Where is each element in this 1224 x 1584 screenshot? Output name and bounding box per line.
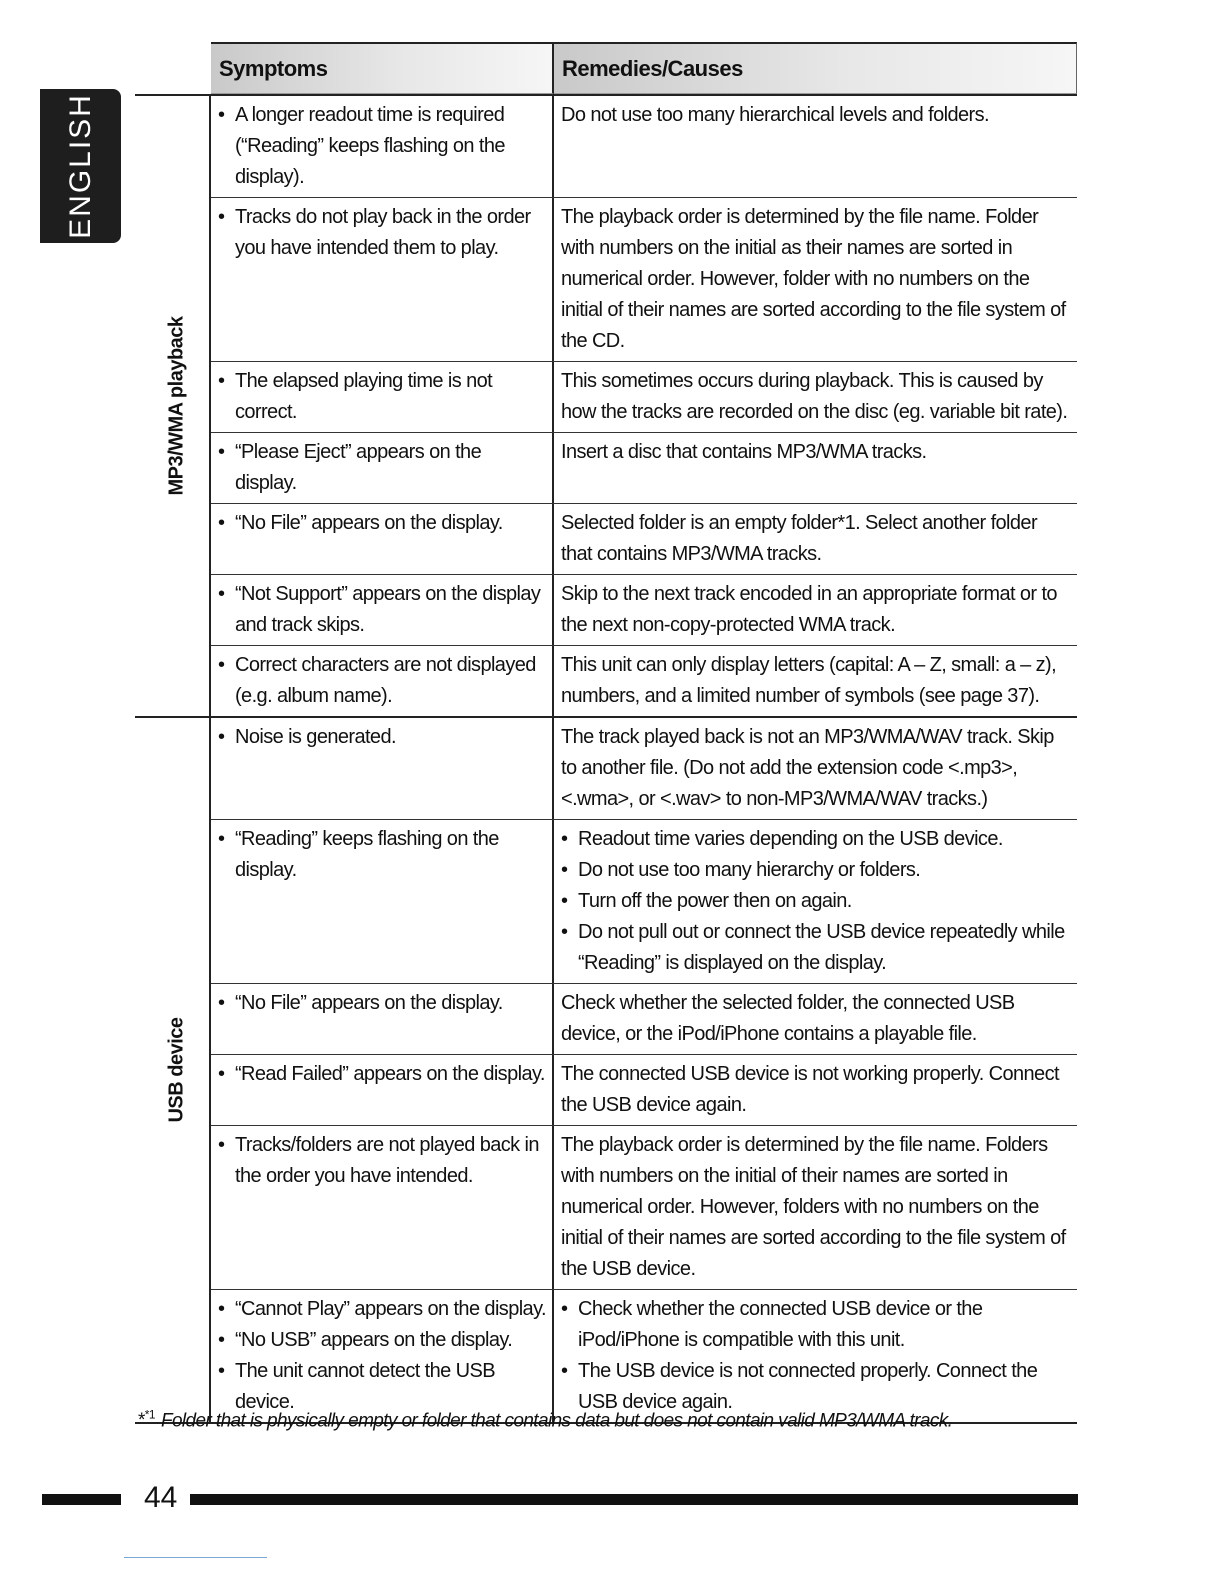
- table-row: [211, 645, 1077, 716]
- section: [135, 716, 1077, 1424]
- section-label: MP3/WMA playback: [165, 316, 188, 496]
- symptom-item: • “No File” appears on the display.: [218, 508, 546, 539]
- remedy-cell: [554, 820, 1077, 983]
- remedy-item: • Check whether the connected USB device or the iPod/iPhone is compatible with this unit.: [561, 1294, 1071, 1356]
- section-side: [135, 718, 211, 1422]
- remedy-text: Check whether the selected folder, the connected USB device, or the iPod/iPhone contains a playable file.: [561, 992, 1015, 1045]
- remedy-cell: [554, 646, 1077, 716]
- troubleshooting-table: [135, 42, 1077, 1424]
- table-header: [135, 42, 1077, 94]
- table-row: [211, 1125, 1077, 1289]
- table-body: [135, 94, 1077, 1424]
- symptom-cell: [211, 718, 554, 819]
- footnote-text: Folder that is physically empty or folder that contains data but does not contain valid MP3/WMA track.: [160, 1410, 953, 1432]
- page-number: 44: [144, 1481, 178, 1514]
- remedy-cell: [554, 504, 1077, 574]
- section-side: [135, 96, 211, 716]
- remedy-cell: [554, 198, 1077, 361]
- table-row: [211, 432, 1077, 503]
- table-row: [211, 197, 1077, 361]
- symptom-cell: [211, 198, 554, 361]
- remedy-cell: [554, 362, 1077, 432]
- remedy-cell: [554, 575, 1077, 645]
- symptom-item: • A longer readout time is required (“Reading” keeps flashing on the display).: [218, 100, 546, 193]
- symptom-item: • The elapsed playing time is not correct.: [218, 366, 546, 428]
- symptom-cell: [211, 1055, 554, 1125]
- section: [135, 94, 1077, 716]
- remedy-text: Selected folder is an empty folder*1. Select another folder that contains MP3/WMA tracks.: [561, 512, 1038, 565]
- remedy-item: • Do not pull out or connect the USB device repeatedly while “Reading” is displayed on the display.: [561, 917, 1071, 979]
- page-bar-right: [190, 1494, 1078, 1505]
- remedy-item: • Turn off the power then on again.: [561, 886, 1071, 917]
- symptom-cell: [211, 96, 554, 197]
- table-row: [211, 503, 1077, 574]
- remedy-text: The playback order is determined by the file name. Folders with numbers on the initial of their names are sorted in numerical order. However, folders with no numbers on the initial of their names are sorted according to the file system of the USB device.: [561, 1134, 1066, 1280]
- symptom-cell: [211, 433, 554, 503]
- table-row: [211, 96, 1077, 197]
- remedy-text: The playback order is determined by the file name. Folder with numbers on the initial as their names are sorted in numerical order. However, folder with no numbers on the initial of their names are sorted according to the file system of the CD.: [561, 206, 1066, 352]
- symptom-cell: [211, 820, 554, 983]
- remedy-item: • Do not use too many hierarchy or folders.: [561, 855, 1071, 886]
- remedy-text: The track played back is not an MP3/WMA/WAV track. Skip to another file. (Do not add the extension code <.mp3>, <.wma>, or <.wav> to non-MP3/WMA/WAV tracks.): [561, 726, 1054, 810]
- footnote: *$^{*1}$ Folder that is physically empty or folder that contains data but does not contain valid MP3/WMA track.: [138, 1408, 953, 1432]
- symptom-item: • Tracks do not play back in the order you have intended them to play.: [218, 202, 546, 264]
- symptom-cell: [211, 1290, 554, 1422]
- remedies-header: Remedies/Causes: [554, 42, 1077, 94]
- symptom-item: • Correct characters are not displayed (e.g. album name).: [218, 650, 546, 712]
- symptom-cell: [211, 1126, 554, 1289]
- table-row: [211, 983, 1077, 1054]
- remedy-text: This unit can only display letters (capital: A – Z, small: a – z), numbers, and a limited number of symbols (see page 37).: [561, 654, 1057, 707]
- symptom-cell: [211, 504, 554, 574]
- remedy-cell: [554, 1055, 1077, 1125]
- table-row: [211, 574, 1077, 645]
- symptom-item: • The unit cannot detect the USB device.: [218, 1356, 546, 1418]
- symptom-cell: [211, 575, 554, 645]
- remedy-text: The connected USB device is not working properly. Connect the USB device again.: [561, 1063, 1059, 1116]
- divider: [124, 1557, 267, 1558]
- language-tab-label: ENGLISH: [63, 93, 97, 239]
- symptom-item: • “No File” appears on the display.: [218, 988, 546, 1019]
- table-row: [211, 819, 1077, 983]
- table-row: [211, 361, 1077, 432]
- symptom-item: • “Please Eject” appears on the display.: [218, 437, 546, 499]
- symptom-cell: [211, 362, 554, 432]
- remedy-text: This sometimes occurs during playback. This is caused by how the tracks are recorded on the disc (eg. variable bit rate).: [561, 370, 1068, 423]
- language-tab: [40, 89, 121, 243]
- table-row: [211, 1054, 1077, 1125]
- table-row: [211, 1289, 1077, 1422]
- symptom-cell: [211, 646, 554, 716]
- symptom-item: • “Read Failed” appears on the display.: [218, 1059, 546, 1090]
- remedy-text: Do not use too many hierarchical levels and folders.: [561, 104, 989, 126]
- footnote-marker: *1: [144, 1408, 155, 1422]
- symptoms-header: Symptoms: [211, 42, 554, 94]
- remedy-item: • Readout time varies depending on the USB device.: [561, 824, 1071, 855]
- symptom-item: • “Reading” keeps flashing on the display.: [218, 824, 546, 886]
- page-bar-left: [42, 1494, 121, 1505]
- remedy-cell: [554, 1290, 1077, 1422]
- remedy-item: • The USB device is not connected properly. Connect the USB device again.: [561, 1356, 1071, 1418]
- remedy-cell: [554, 433, 1077, 503]
- table-row: [211, 718, 1077, 819]
- remedy-text: Skip to the next track encoded in an appropriate format or to the next non-copy-protected WMA track.: [561, 583, 1057, 636]
- symptom-item: • Tracks/folders are not played back in the order you have intended.: [218, 1130, 546, 1192]
- symptom-item: • “No USB” appears on the display.: [218, 1325, 546, 1356]
- symptom-item: • “Not Support” appears on the display and track skips.: [218, 579, 546, 641]
- symptom-cell: [211, 984, 554, 1054]
- remedy-text: Insert a disc that contains MP3/WMA tracks.: [561, 441, 927, 463]
- remedy-cell: [554, 984, 1077, 1054]
- symptom-item: • “Cannot Play” appears on the display.: [218, 1294, 546, 1325]
- section-label: USB device: [165, 1017, 188, 1123]
- remedy-cell: [554, 96, 1077, 197]
- symptom-item: • Noise is generated.: [218, 722, 546, 753]
- remedy-cell: [554, 1126, 1077, 1289]
- remedy-cell: [554, 718, 1077, 819]
